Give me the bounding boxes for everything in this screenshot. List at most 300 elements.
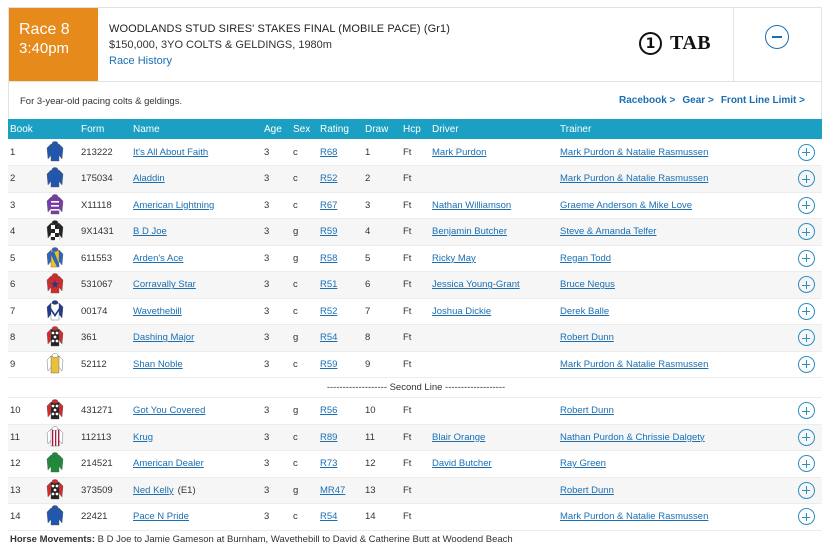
runner-driver-link[interactable]: Blair Orange bbox=[432, 431, 486, 443]
runner-book: 2 bbox=[8, 166, 44, 193]
runner-rating-link-cell bbox=[318, 451, 363, 478]
horse-movements-text: B D Joe to Jamie Gameson at Burnham, Wavethebill to David & Catherine Butt at Woodend Beach bbox=[95, 534, 513, 545]
runner-name-link[interactable]: Ned Kelly bbox=[133, 484, 174, 496]
runner-draw: 5 bbox=[363, 245, 401, 272]
runner-driver-link[interactable]: Nathan Williamson bbox=[432, 199, 512, 211]
runner-name-link-cell bbox=[131, 424, 262, 451]
runner-rating-link-cell bbox=[318, 166, 363, 193]
runner-name-link[interactable]: Krug bbox=[133, 431, 154, 443]
runner-form: 9X1431 bbox=[79, 219, 131, 246]
runner-rating-link-cell bbox=[318, 398, 363, 425]
runner-add-cell bbox=[788, 139, 822, 166]
table-row bbox=[8, 451, 822, 478]
runner-draw: 10 bbox=[363, 398, 401, 425]
col-form: Form bbox=[81, 123, 105, 135]
runner-trainer-link[interactable]: Nathan Purdon & Chrissie Dalgety bbox=[560, 431, 705, 443]
runner-driver-link[interactable]: Ricky May bbox=[432, 252, 476, 264]
runner-trainer-link[interactable]: Mark Purdon & Natalie Rasmussen bbox=[560, 173, 709, 185]
runner-add-cell bbox=[788, 298, 822, 325]
runner-hcp: Ft bbox=[401, 398, 430, 425]
runner-trainer-link[interactable]: Regan Todd bbox=[560, 252, 612, 264]
racebook-link[interactable]: Racebook > bbox=[618, 95, 676, 106]
runner-age: 3 bbox=[262, 504, 291, 531]
runner-form: 00174 bbox=[79, 298, 131, 325]
runner-driver-link[interactable]: Mark Purdon bbox=[432, 146, 487, 158]
runner-name-link-cell bbox=[131, 192, 262, 219]
runner-driver-link-cell bbox=[430, 219, 558, 246]
runner-add-cell bbox=[788, 424, 822, 451]
runner-driver-link-cell bbox=[430, 298, 558, 325]
runner-rating-link[interactable]: R56 bbox=[320, 405, 338, 417]
runner-form: 531067 bbox=[79, 272, 131, 299]
runner-age: 3 bbox=[262, 166, 291, 193]
runner-trainer-link-cell bbox=[558, 351, 788, 378]
tab-logo bbox=[639, 32, 711, 55]
runner-silk bbox=[44, 477, 79, 504]
runner-name-link-cell bbox=[131, 139, 262, 166]
runner-rating-link[interactable]: R54 bbox=[320, 332, 338, 344]
add-plus-icon[interactable] bbox=[798, 429, 815, 446]
runner-book: 5 bbox=[8, 245, 44, 272]
runner-trainer-link[interactable]: Derek Balle bbox=[560, 305, 610, 317]
runner-rating-link-cell bbox=[318, 139, 363, 166]
table-header bbox=[8, 119, 822, 139]
runner-driver-link-cell bbox=[430, 272, 558, 299]
table-row bbox=[8, 398, 822, 425]
runner-age: 3 bbox=[262, 272, 291, 299]
runner-silk bbox=[44, 325, 79, 352]
field-table bbox=[8, 119, 822, 531]
runner-rating-link-cell bbox=[318, 219, 363, 246]
add-plus-icon[interactable] bbox=[798, 402, 815, 419]
table-row bbox=[8, 272, 822, 299]
race-title: WOODLANDS STUD SIRES' STAKES FINAL (MOBILE PACE) (Gr1) bbox=[109, 23, 451, 35]
jockey-silk-icon bbox=[44, 246, 66, 268]
runner-trainer-link[interactable]: Robert Dunn bbox=[560, 332, 614, 344]
runner-sex: c bbox=[291, 298, 318, 325]
runner-rating-link[interactable]: R59 bbox=[320, 226, 338, 238]
runner-name-link-cell bbox=[131, 325, 262, 352]
runner-trainer-link-cell bbox=[558, 245, 788, 272]
runner-draw: 14 bbox=[363, 504, 401, 531]
runner-trainer-link[interactable]: Steve & Amanda Telfer bbox=[560, 226, 657, 238]
runner-add-cell bbox=[788, 398, 822, 425]
table-row bbox=[8, 298, 822, 325]
runner-book: 6 bbox=[8, 272, 44, 299]
runner-silk bbox=[44, 298, 79, 325]
jockey-silk-icon bbox=[44, 478, 66, 500]
runner-book: 12 bbox=[8, 451, 44, 478]
add-plus-icon[interactable] bbox=[798, 144, 815, 161]
runner-trainer-link-cell bbox=[558, 219, 788, 246]
col-driver: Driver bbox=[432, 123, 459, 135]
runner-emergency-tag: (E1) bbox=[177, 484, 196, 496]
runner-draw: 6 bbox=[363, 272, 401, 299]
runner-rating-link[interactable]: R54 bbox=[320, 511, 338, 523]
runner-hcp: Ft bbox=[401, 351, 430, 378]
runner-draw: 9 bbox=[363, 351, 401, 378]
runner-sex: c bbox=[291, 424, 318, 451]
col-sex: Sex bbox=[293, 123, 311, 135]
runner-trainer-link[interactable]: Mark Purdon & Natalie Rasmussen bbox=[560, 358, 709, 370]
table-row bbox=[8, 424, 822, 451]
runner-add-cell bbox=[788, 477, 822, 504]
runner-book: 4 bbox=[8, 219, 44, 246]
runner-draw: 11 bbox=[363, 424, 401, 451]
race-number-box bbox=[9, 8, 98, 82]
runner-rating-link-cell bbox=[318, 504, 363, 531]
runner-hcp: Ft bbox=[401, 325, 430, 352]
runner-rating-link-cell bbox=[318, 477, 363, 504]
runner-rating-link[interactable]: R51 bbox=[320, 279, 338, 291]
runner-name-link-cell bbox=[131, 504, 262, 531]
col-silk bbox=[44, 119, 79, 139]
runner-sex: c bbox=[291, 192, 318, 219]
runner-sex: c bbox=[291, 351, 318, 378]
runner-book: 14 bbox=[8, 504, 44, 531]
runner-book: 11 bbox=[8, 424, 44, 451]
race-description-bar bbox=[8, 81, 822, 119]
table-row bbox=[8, 139, 822, 166]
table-row bbox=[8, 166, 822, 193]
runner-draw: 3 bbox=[363, 192, 401, 219]
runner-book: 10 bbox=[8, 398, 44, 425]
gear-link[interactable]: Gear > bbox=[682, 95, 714, 106]
runner-rating-link-cell bbox=[318, 298, 363, 325]
runner-trainer-link-cell bbox=[558, 192, 788, 219]
table-row bbox=[8, 219, 822, 246]
runner-name-link[interactable]: It's All About Faith bbox=[133, 146, 209, 158]
runner-age: 3 bbox=[262, 139, 291, 166]
runner-name-link[interactable]: Pace N Pride bbox=[133, 511, 189, 523]
runner-trainer-link[interactable]: Robert Dunn bbox=[560, 484, 614, 496]
add-plus-icon[interactable] bbox=[798, 508, 815, 525]
runner-draw: 12 bbox=[363, 451, 401, 478]
add-plus-icon[interactable] bbox=[798, 455, 815, 472]
runner-rating-link[interactable]: MR47 bbox=[320, 484, 346, 496]
col-rating: Rating bbox=[320, 123, 349, 135]
runner-book: 8 bbox=[8, 325, 44, 352]
runner-silk bbox=[44, 245, 79, 272]
runner-name-link[interactable]: Corravally Star bbox=[133, 279, 196, 291]
runner-rating-link-cell bbox=[318, 272, 363, 299]
runner-age: 3 bbox=[262, 219, 291, 246]
runner-list bbox=[8, 139, 822, 530]
runner-rating-link[interactable]: R89 bbox=[320, 431, 338, 443]
runner-sex: g bbox=[291, 245, 318, 272]
runner-name-link[interactable]: American Lightning bbox=[133, 199, 215, 211]
runner-age: 3 bbox=[262, 192, 291, 219]
second-line-label: ------------------- Second Line ------------------- bbox=[8, 378, 822, 398]
runner-add-cell bbox=[788, 272, 822, 299]
add-plus-icon[interactable] bbox=[798, 276, 815, 293]
runner-driver-link-cell bbox=[430, 451, 558, 478]
collapse-minus-icon[interactable] bbox=[765, 25, 789, 49]
add-plus-icon[interactable] bbox=[798, 250, 815, 267]
runner-rating-link-cell bbox=[318, 245, 363, 272]
runner-rating-link-cell bbox=[318, 192, 363, 219]
runner-hcp: Ft bbox=[401, 166, 430, 193]
jockey-silk-icon bbox=[44, 398, 66, 420]
tab-logo-text: TAB bbox=[670, 32, 712, 54]
runner-name-link[interactable]: American Dealer bbox=[133, 458, 204, 470]
runner-name-link-cell bbox=[131, 477, 262, 504]
runner-driver-link[interactable]: David Butcher bbox=[432, 458, 492, 470]
runner-add-cell bbox=[788, 504, 822, 531]
add-plus-icon[interactable] bbox=[798, 356, 815, 373]
col-add bbox=[788, 119, 822, 139]
jockey-silk-icon bbox=[44, 425, 66, 447]
runner-form: 373509 bbox=[79, 477, 131, 504]
runner-hcp: Ft bbox=[401, 504, 430, 531]
runner-trainer-link-cell bbox=[558, 272, 788, 299]
runner-form: 431271 bbox=[79, 398, 131, 425]
runner-age: 3 bbox=[262, 325, 291, 352]
runner-name-link-cell bbox=[131, 219, 262, 246]
runner-add-cell bbox=[788, 245, 822, 272]
table-row bbox=[8, 245, 822, 272]
runner-sex: c bbox=[291, 504, 318, 531]
runner-trainer-link-cell bbox=[558, 398, 788, 425]
runner-sex: c bbox=[291, 166, 318, 193]
race-subtitle: $150,000, 3YO COLTS & GELDINGS, 1980m bbox=[109, 39, 332, 51]
runner-trainer-link-cell bbox=[558, 325, 788, 352]
runner-form: 22421 bbox=[79, 504, 131, 531]
runner-book: 3 bbox=[8, 192, 44, 219]
runner-hcp: Ft bbox=[401, 477, 430, 504]
jockey-silk-icon bbox=[44, 166, 66, 188]
race-info bbox=[109, 22, 450, 68]
runner-trainer-link-cell bbox=[558, 424, 788, 451]
table-row bbox=[8, 351, 822, 378]
runner-rating-link[interactable]: R59 bbox=[320, 358, 338, 370]
runner-sex: g bbox=[291, 219, 318, 246]
col-draw: Draw bbox=[365, 123, 389, 135]
add-plus-icon[interactable] bbox=[798, 223, 815, 240]
runner-add-cell bbox=[788, 219, 822, 246]
runner-hcp: Ft bbox=[401, 272, 430, 299]
runner-silk bbox=[44, 424, 79, 451]
front-line-limit-link[interactable]: Front Line Limit > bbox=[720, 95, 805, 106]
runner-sex: c bbox=[291, 139, 318, 166]
runner-trainer-link-cell bbox=[558, 504, 788, 531]
runner-trainer-link-cell bbox=[558, 451, 788, 478]
race-header bbox=[8, 7, 822, 81]
runner-sex: g bbox=[291, 325, 318, 352]
runner-name-link-cell bbox=[131, 398, 262, 425]
runner-trainer-link[interactable]: Robert Dunn bbox=[560, 405, 614, 417]
runner-silk bbox=[44, 166, 79, 193]
runner-name-link-cell bbox=[131, 245, 262, 272]
runner-trainer-link[interactable]: Graeme Anderson & Mike Love bbox=[560, 199, 693, 211]
runner-rating-link[interactable]: R68 bbox=[320, 146, 338, 158]
runner-driver-link[interactable]: Jessica Young-Grant bbox=[432, 279, 520, 291]
runner-rating-link[interactable]: R58 bbox=[320, 252, 338, 264]
runner-sex: c bbox=[291, 451, 318, 478]
runner-name-link[interactable]: B D Joe bbox=[133, 226, 167, 238]
runner-trainer-link-cell bbox=[558, 298, 788, 325]
runner-name-link[interactable]: Dashing Major bbox=[133, 332, 195, 344]
runner-rating-link[interactable]: R67 bbox=[320, 199, 338, 211]
runner-silk bbox=[44, 139, 79, 166]
jockey-silk-icon bbox=[44, 352, 66, 374]
jockey-silk-icon bbox=[44, 272, 66, 294]
col-hcp: Hcp bbox=[403, 123, 421, 135]
col-book: Book bbox=[10, 123, 33, 135]
runner-name-link-cell bbox=[131, 298, 262, 325]
col-age: Age bbox=[264, 123, 282, 135]
runner-draw: 7 bbox=[363, 298, 401, 325]
runner-trainer-link-cell bbox=[558, 139, 788, 166]
runner-driver bbox=[430, 398, 558, 425]
table-row bbox=[8, 192, 822, 219]
horse-movements-label: Horse Movements: bbox=[10, 534, 95, 545]
runner-hcp: Ft bbox=[401, 219, 430, 246]
runner-add-cell bbox=[788, 351, 822, 378]
add-plus-icon[interactable] bbox=[798, 170, 815, 187]
add-plus-icon[interactable] bbox=[798, 329, 815, 346]
runner-name-link-cell bbox=[131, 166, 262, 193]
jockey-silk-icon bbox=[44, 325, 66, 347]
runner-draw: 4 bbox=[363, 219, 401, 246]
runner-driver bbox=[430, 477, 558, 504]
runner-age: 3 bbox=[262, 298, 291, 325]
jockey-silk-icon bbox=[44, 140, 66, 162]
runner-hcp: Ft bbox=[401, 451, 430, 478]
runner-silk bbox=[44, 351, 79, 378]
runner-trainer-link[interactable]: Mark Purdon & Natalie Rasmussen bbox=[560, 511, 709, 523]
runner-name-link[interactable]: Shan Noble bbox=[133, 358, 183, 370]
jockey-silk-icon bbox=[44, 193, 66, 215]
table-row bbox=[8, 477, 822, 504]
table-row bbox=[8, 504, 822, 531]
runner-age: 3 bbox=[262, 477, 291, 504]
runner-rating-link-cell bbox=[318, 424, 363, 451]
runner-hcp: Ft bbox=[401, 424, 430, 451]
race-number: Race 8 bbox=[19, 21, 70, 38]
runner-book: 9 bbox=[8, 351, 44, 378]
runner-name-link-cell bbox=[131, 451, 262, 478]
collapse-area bbox=[733, 8, 823, 82]
runner-sex: g bbox=[291, 477, 318, 504]
jockey-silk-icon bbox=[44, 219, 66, 241]
runner-silk bbox=[44, 451, 79, 478]
runner-driver-link-cell bbox=[430, 424, 558, 451]
runner-driver bbox=[430, 166, 558, 193]
runner-rating-link[interactable]: R73 bbox=[320, 458, 338, 470]
race-history-link[interactable]: Race History bbox=[109, 55, 172, 67]
runner-sex: g bbox=[291, 398, 318, 425]
runner-add-cell bbox=[788, 451, 822, 478]
race-description: For 3-year-old pacing colts & geldings. bbox=[20, 96, 183, 107]
second-line-divider bbox=[8, 378, 822, 398]
runner-name-link[interactable]: Got You Covered bbox=[133, 405, 206, 417]
add-plus-icon[interactable] bbox=[798, 197, 815, 214]
runner-draw: 2 bbox=[363, 166, 401, 193]
runner-form: 611553 bbox=[79, 245, 131, 272]
runner-add-cell bbox=[788, 166, 822, 193]
col-trainer: Trainer bbox=[560, 123, 592, 135]
runner-form: 361 bbox=[79, 325, 131, 352]
runner-rating-link[interactable]: R52 bbox=[320, 305, 338, 317]
runner-driver-link-cell bbox=[430, 245, 558, 272]
runner-name-link[interactable]: Wavethebill bbox=[133, 305, 182, 317]
jockey-silk-icon bbox=[44, 504, 66, 526]
col-name: Name bbox=[133, 123, 160, 135]
runner-name-link[interactable]: Arden's Ace bbox=[133, 252, 184, 264]
runner-driver bbox=[430, 504, 558, 531]
runner-sex: c bbox=[291, 272, 318, 299]
runner-name-link[interactable]: Aladdin bbox=[133, 173, 165, 185]
runner-add-cell bbox=[788, 325, 822, 352]
race-time: 3:40pm bbox=[19, 40, 70, 57]
runner-driver-link-cell bbox=[430, 192, 558, 219]
runner-age: 3 bbox=[262, 398, 291, 425]
runner-book: 7 bbox=[8, 298, 44, 325]
runner-driver bbox=[430, 351, 558, 378]
runner-name-link-cell bbox=[131, 351, 262, 378]
runner-book: 13 bbox=[8, 477, 44, 504]
runner-age: 3 bbox=[262, 451, 291, 478]
runner-book: 1 bbox=[8, 139, 44, 166]
runner-add-cell bbox=[788, 192, 822, 219]
runner-draw: 1 bbox=[363, 139, 401, 166]
runner-form: 175034 bbox=[79, 166, 131, 193]
runner-rating-link-cell bbox=[318, 325, 363, 352]
runner-hcp: Ft bbox=[401, 192, 430, 219]
runner-form: 52112 bbox=[79, 351, 131, 378]
add-plus-icon[interactable] bbox=[798, 303, 815, 320]
runner-driver-link[interactable]: Benjamin Butcher bbox=[432, 226, 507, 238]
runner-draw: 8 bbox=[363, 325, 401, 352]
runner-trainer-link[interactable]: Bruce Negus bbox=[560, 279, 615, 291]
jockey-silk-icon bbox=[44, 451, 66, 473]
race-links bbox=[619, 95, 805, 106]
runner-hcp: Ft bbox=[401, 245, 430, 272]
runner-driver bbox=[430, 325, 558, 352]
runner-hcp: Ft bbox=[401, 298, 430, 325]
runner-form: 213222 bbox=[79, 139, 131, 166]
runner-form: X11118 bbox=[79, 192, 131, 219]
runner-rating-link[interactable]: R52 bbox=[320, 173, 338, 185]
add-plus-icon[interactable] bbox=[798, 482, 815, 499]
runner-age: 3 bbox=[262, 245, 291, 272]
tab-logo-number: 1 bbox=[639, 32, 662, 55]
runner-silk bbox=[44, 504, 79, 531]
runner-age: 3 bbox=[262, 424, 291, 451]
runner-driver-link[interactable]: Joshua Dickie bbox=[432, 305, 492, 317]
runner-trainer-link[interactable]: Mark Purdon & Natalie Rasmussen bbox=[560, 146, 709, 158]
runner-name-link-cell bbox=[131, 272, 262, 299]
runner-hcp: Ft bbox=[401, 139, 430, 166]
runner-age: 3 bbox=[262, 351, 291, 378]
runner-trainer-link-cell bbox=[558, 166, 788, 193]
runner-silk bbox=[44, 272, 79, 299]
runner-form: 112113 bbox=[79, 424, 131, 451]
horse-movements bbox=[10, 534, 513, 545]
runner-silk bbox=[44, 398, 79, 425]
runner-draw: 13 bbox=[363, 477, 401, 504]
runner-form: 214521 bbox=[79, 451, 131, 478]
jockey-silk-icon bbox=[44, 299, 66, 321]
runner-trainer-link-cell bbox=[558, 477, 788, 504]
table-row bbox=[8, 325, 822, 352]
runner-trainer-link[interactable]: Ray Green bbox=[560, 458, 606, 470]
runner-driver-link-cell bbox=[430, 139, 558, 166]
runner-rating-link-cell bbox=[318, 351, 363, 378]
runner-silk bbox=[44, 192, 79, 219]
runner-silk bbox=[44, 219, 79, 246]
